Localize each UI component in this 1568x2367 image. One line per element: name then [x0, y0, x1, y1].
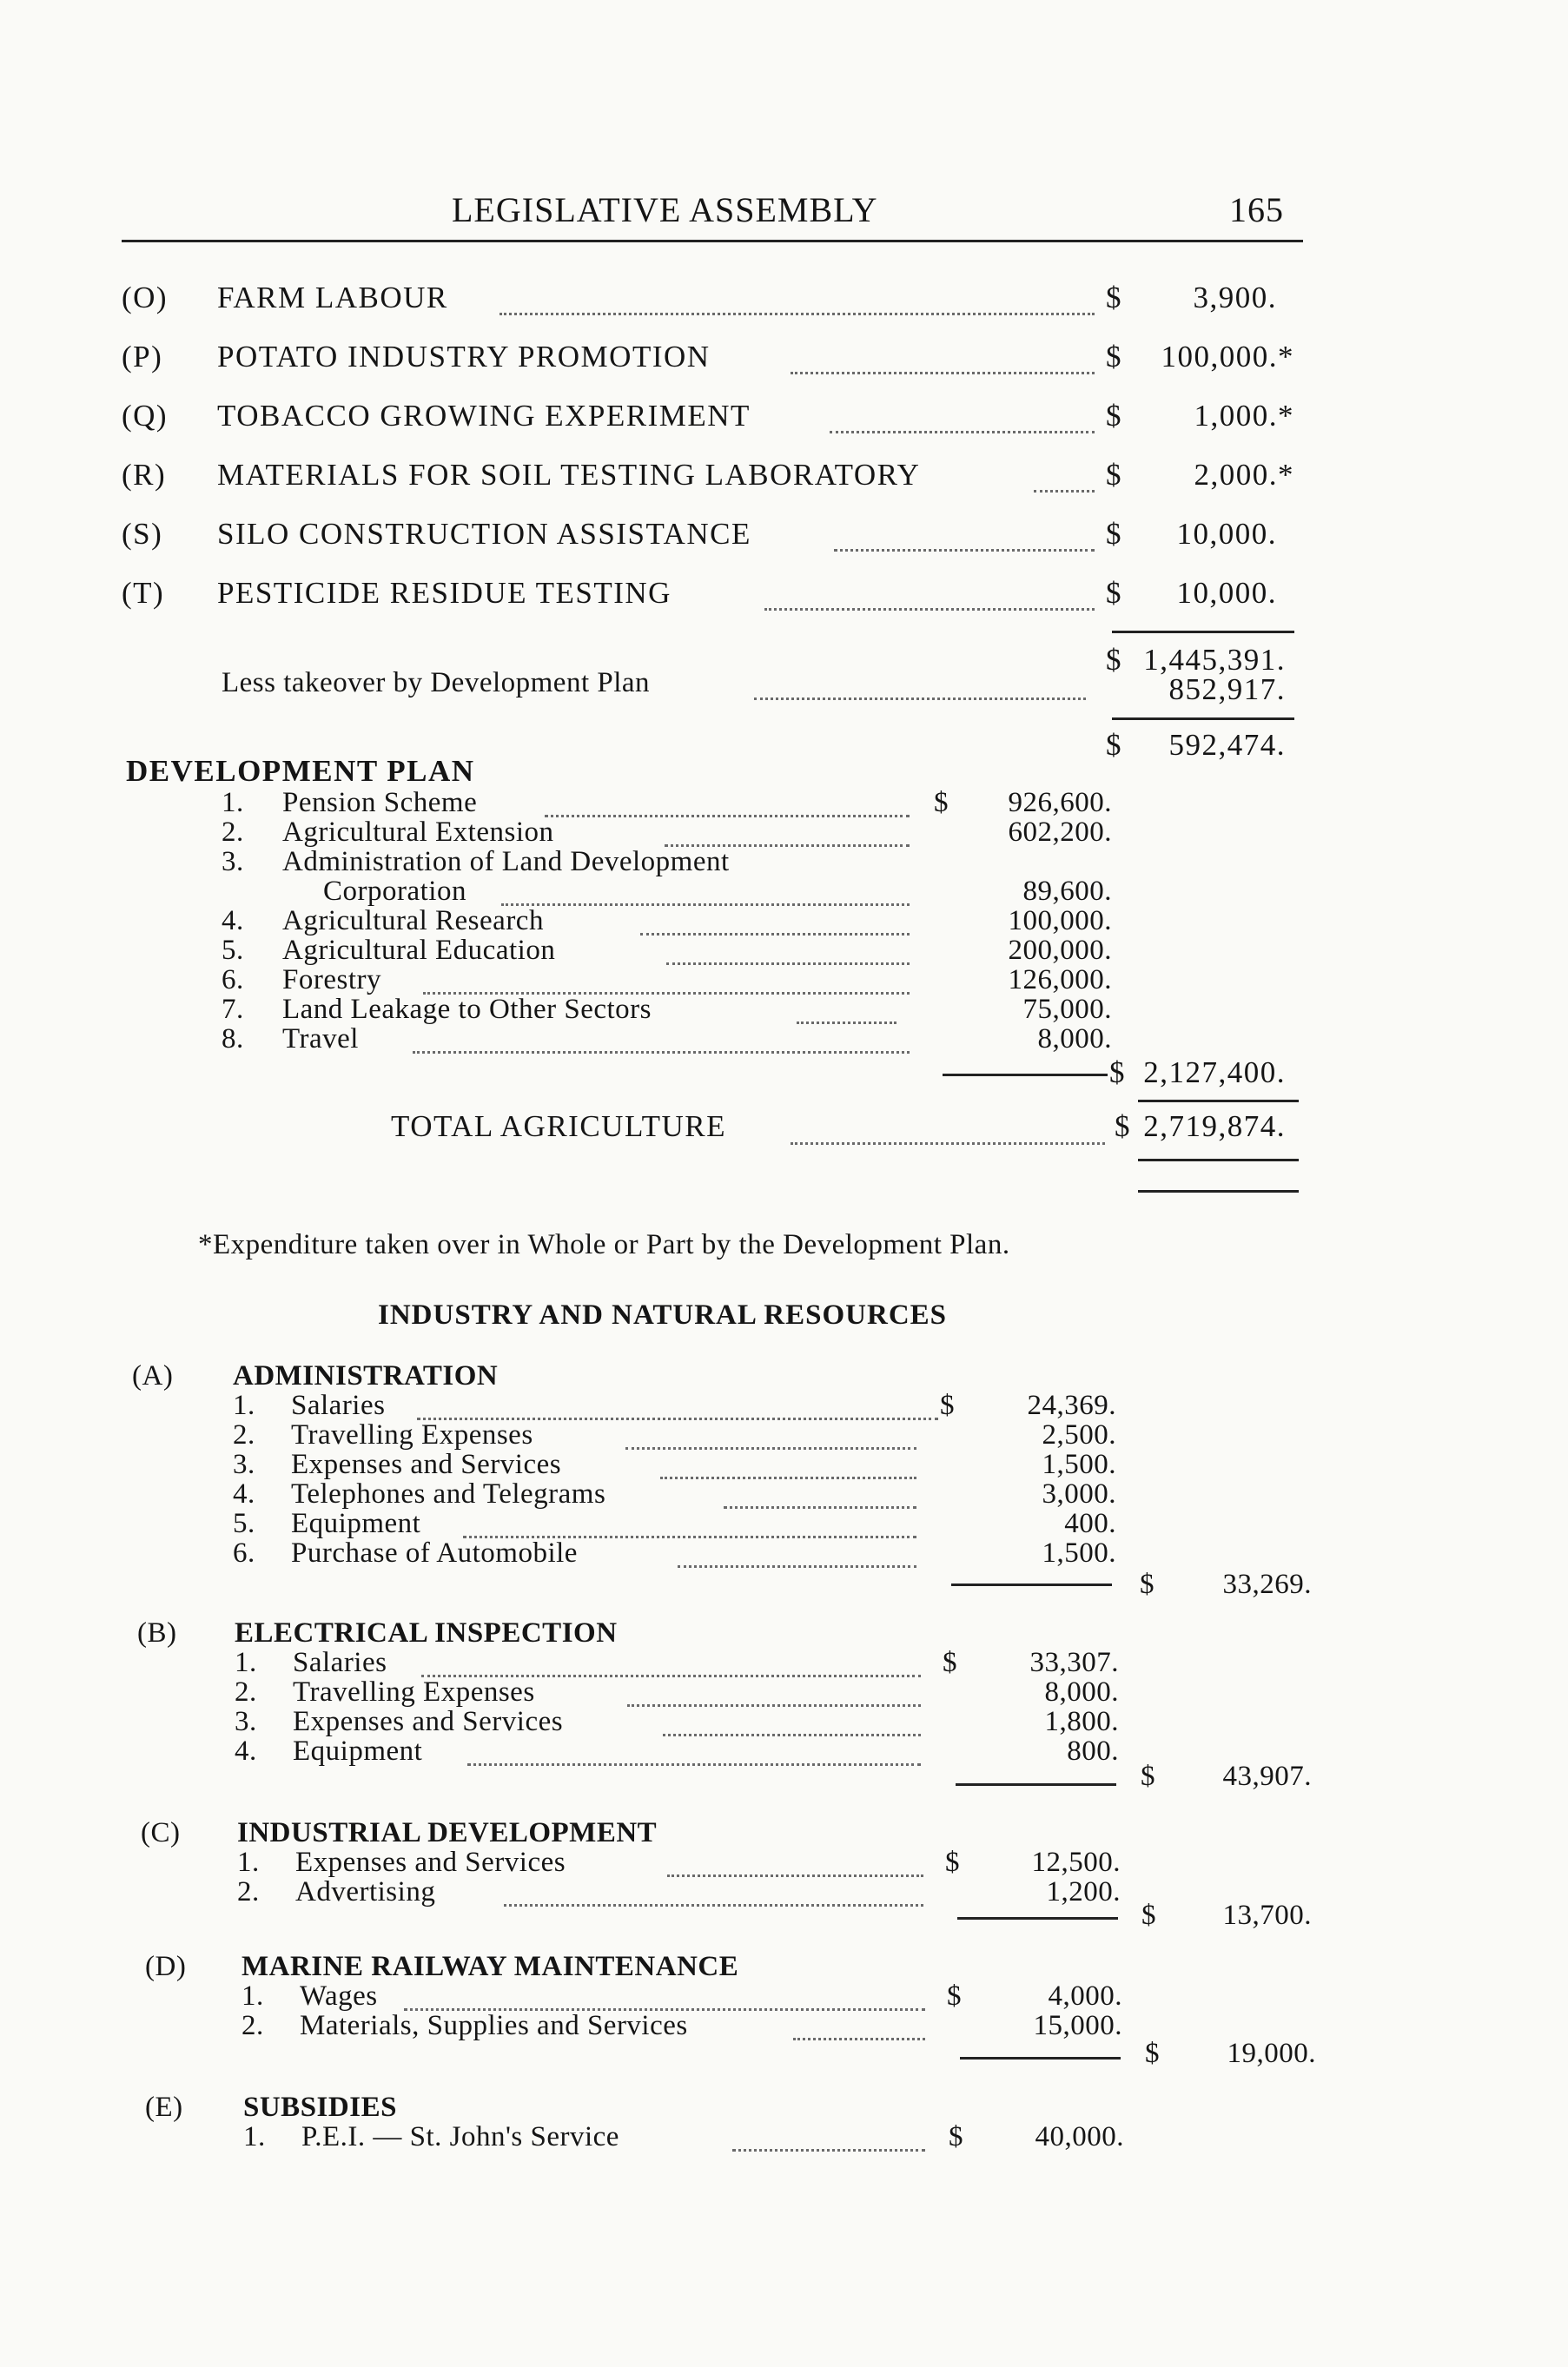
leader-dots [501, 903, 910, 906]
currency-sign: $ [1106, 643, 1122, 677]
leader-dots [663, 1734, 921, 1736]
amount: 2,500. [1042, 1419, 1116, 1451]
item-label: Agricultural Education [282, 935, 556, 966]
currency-sign: $ [1140, 1569, 1154, 1600]
header-rule [122, 240, 1303, 242]
section-letter: (A) [132, 1360, 174, 1392]
amount: 10,000. [1176, 576, 1277, 610]
item-label: Purchase of Automobile [291, 1537, 578, 1569]
leader-dots [732, 2149, 925, 2152]
amount: 100,000. [1008, 905, 1112, 936]
item-label: Equipment [291, 1508, 421, 1539]
item-label: Pension Scheme [282, 787, 478, 818]
double-rule-bottom [1138, 1190, 1299, 1193]
amount: 89,600. [1022, 876, 1112, 907]
leader-dots [791, 1142, 1105, 1145]
currency-sign: $ [1106, 728, 1122, 762]
item-number: 5. [233, 1508, 255, 1539]
item-number: 6. [222, 964, 244, 995]
section-title: MARINE RAILWAY MAINTENANCE [241, 1951, 739, 1982]
amount: 8,000. [1044, 1676, 1119, 1708]
currency-sign: $ [1109, 1055, 1126, 1089]
item-number: 3. [222, 846, 244, 877]
currency-sign: $ [934, 787, 949, 818]
item-number: 4. [233, 1478, 255, 1510]
item-letter: (O) [122, 281, 169, 314]
item-label: Expenses and Services [291, 1449, 562, 1480]
item-label: Travelling Expenses [293, 1676, 535, 1708]
leader-dots [545, 815, 910, 817]
item-number: 1. [241, 1980, 264, 2012]
item-label: Materials, Supplies and Services [300, 2010, 688, 2041]
amount: 3,900. [1193, 281, 1277, 314]
item-label: Salaries [293, 1647, 387, 1678]
currency-sign: $ [1106, 458, 1122, 492]
leader-dots [830, 431, 1095, 433]
item-number: 1. [222, 787, 244, 818]
section-letter: (D) [145, 1951, 187, 1982]
amount: 1,800. [1044, 1706, 1119, 1737]
item-label: Agricultural Research [282, 905, 544, 936]
currency-sign: $ [1145, 2038, 1160, 2069]
amount: 33,307. [1029, 1647, 1119, 1678]
amount: 1,500. [1042, 1537, 1116, 1569]
section-total-rule [956, 1783, 1116, 1786]
item-number: 3. [233, 1449, 255, 1480]
amount: 24,369. [1027, 1390, 1116, 1421]
item-label: FARM LABOUR [217, 281, 448, 314]
amount: 2,000.* [1194, 458, 1294, 492]
amount: 100,000.* [1161, 340, 1294, 374]
currency-sign: $ [1106, 517, 1122, 551]
item-number: 2. [233, 1419, 255, 1451]
currency-sign: $ [949, 2121, 963, 2152]
page-number: 165 [1229, 190, 1284, 229]
amount: 8,000. [1037, 1023, 1112, 1055]
double-rule-top [1138, 1159, 1299, 1161]
item-number: 6. [233, 1537, 255, 1569]
industry-heading: INDUSTRY AND NATURAL RESOURCES [378, 1299, 948, 1331]
item-number: 2. [237, 1876, 260, 1907]
leader-dots [834, 549, 1095, 552]
item-label: P.E.I. — St. John's Service [301, 2121, 619, 2152]
leader-dots [504, 1904, 923, 1907]
item-label: Wages [300, 1980, 378, 2012]
currency-sign: $ [1106, 281, 1122, 314]
item-label: Advertising [295, 1876, 436, 1907]
item-label: SILO CONSTRUCTION ASSISTANCE [217, 517, 751, 551]
total-rule [1138, 1100, 1299, 1102]
section-letter: (C) [141, 1817, 181, 1848]
amount: 602,200. [1008, 817, 1112, 848]
item-letter: (S) [122, 517, 163, 551]
section-total: 19,000. [1227, 2038, 1316, 2069]
leader-dots [678, 1565, 916, 1568]
currency-sign: $ [945, 1847, 960, 1878]
item-letter: (Q) [122, 399, 169, 433]
amount: 12,500. [1031, 1847, 1121, 1878]
footnote: *Expenditure taken over in Whole or Part by the Development Plan. [198, 1229, 1010, 1260]
subtotal-rule [1112, 631, 1294, 633]
amount: 1,500. [1042, 1449, 1116, 1480]
currency-sign: $ [947, 1980, 962, 2012]
item-label: Administration of Land Development [282, 846, 730, 877]
amount: 3,000. [1042, 1478, 1116, 1510]
amount: 10,000. [1176, 517, 1277, 551]
item-letter: (P) [122, 340, 163, 374]
amount: 15,000. [1033, 2010, 1122, 2041]
currency-sign: $ [943, 1647, 957, 1678]
section-total: 13,700. [1222, 1900, 1312, 1931]
item-label: Salaries [291, 1390, 386, 1421]
less-amount: 852,917. [1168, 672, 1286, 706]
amount: 40,000. [1035, 2121, 1124, 2152]
section-total: 33,269. [1222, 1569, 1312, 1600]
running-head-title: LEGISLATIVE ASSEMBLY [452, 190, 878, 229]
item-number: 8. [222, 1023, 244, 1055]
item-number: 5. [222, 935, 244, 966]
amount: 926,600. [1008, 787, 1112, 818]
section-total-rule [951, 1584, 1112, 1586]
total-agriculture-label: TOTAL AGRICULTURE [391, 1109, 726, 1143]
item-number: 1. [235, 1647, 257, 1678]
leader-dots [764, 608, 1095, 611]
leader-dots [413, 1051, 910, 1054]
currency-sign: $ [1141, 1900, 1156, 1931]
amount: 200,000. [1008, 935, 1112, 966]
item-number: 4. [222, 905, 244, 936]
item-label: Agricultural Extension [282, 817, 554, 848]
item-label: Expenses and Services [295, 1847, 566, 1878]
leader-dots [1034, 490, 1095, 493]
item-number: 2. [222, 817, 244, 848]
item-label: Forestry [282, 964, 381, 995]
dev-plan-total-rule [943, 1074, 1108, 1076]
leader-dots [667, 1874, 923, 1877]
net-amount: 592,474. [1168, 728, 1286, 762]
currency-sign: $ [940, 1390, 955, 1421]
item-label: Travel [282, 1023, 359, 1055]
item-label: Corporation [323, 876, 466, 907]
item-label: POTATO INDUSTRY PROMOTION [217, 340, 711, 374]
leader-dots [666, 962, 910, 965]
currency-sign: $ [1115, 1109, 1131, 1143]
section-title: INDUSTRIAL DEVELOPMENT [237, 1817, 658, 1848]
item-letter: (T) [122, 576, 165, 610]
item-number: 2. [235, 1676, 257, 1708]
amount: 800. [1067, 1736, 1119, 1767]
item-label: MATERIALS FOR SOIL TESTING LABORATORY [217, 458, 921, 492]
leader-dots [791, 372, 1095, 374]
amount: 126,000. [1008, 964, 1112, 995]
section-title: ELECTRICAL INSPECTION [235, 1617, 618, 1649]
amount: 1,200. [1046, 1876, 1121, 1907]
section-total-rule [960, 2057, 1121, 2060]
item-number: 1. [237, 1847, 260, 1878]
leader-dots [627, 1704, 921, 1707]
amount: 400. [1064, 1508, 1116, 1539]
item-number: 2. [241, 2010, 264, 2041]
amount: 4,000. [1048, 1980, 1122, 2012]
total-agriculture-amount: 2,719,874. [1143, 1109, 1286, 1143]
less-label: Less takeover by Development Plan [222, 667, 651, 698]
item-number: 7. [222, 994, 244, 1025]
currency-sign: $ [1106, 399, 1122, 433]
section-total-rule [957, 1917, 1118, 1920]
item-label: Expenses and Services [293, 1706, 564, 1737]
currency-sign: $ [1106, 576, 1122, 610]
dev-plan-total: 2,127,400. [1143, 1055, 1286, 1089]
leader-dots [724, 1506, 916, 1509]
amount: 1,000.* [1194, 399, 1294, 433]
subtotal-amount: 1,445,391. [1143, 643, 1286, 677]
leader-dots [467, 1763, 921, 1766]
leader-dots [754, 698, 1086, 700]
section-letter: (B) [137, 1617, 177, 1649]
item-label: Telephones and Telegrams [291, 1478, 606, 1510]
item-number: 3. [235, 1706, 257, 1737]
item-label: PESTICIDE RESIDUE TESTING [217, 576, 672, 610]
section-letter: (E) [145, 2092, 183, 2123]
item-number: 1. [243, 2121, 266, 2152]
amount: 75,000. [1022, 994, 1112, 1025]
section-total: 43,907. [1222, 1761, 1312, 1792]
item-label: Land Leakage to Other Sectors [282, 994, 652, 1025]
leader-dots [793, 2038, 925, 2040]
leader-dots [500, 313, 1095, 315]
item-number: 4. [235, 1736, 257, 1767]
item-label: Travelling Expenses [291, 1419, 533, 1451]
item-label: Equipment [293, 1736, 423, 1767]
currency-sign: $ [1106, 340, 1122, 374]
section-title: SUBSIDIES [243, 2092, 397, 2123]
development-plan-heading: DEVELOPMENT PLAN [126, 754, 475, 788]
net-rule [1112, 717, 1294, 720]
item-letter: (R) [122, 458, 167, 492]
currency-sign: $ [1141, 1761, 1155, 1792]
leader-dots [660, 1477, 916, 1479]
section-title: ADMINISTRATION [233, 1360, 499, 1392]
item-label: TOBACCO GROWING EXPERIMENT [217, 399, 751, 433]
item-number: 1. [233, 1390, 255, 1421]
leader-dots [640, 933, 910, 936]
leader-dots [625, 1447, 916, 1450]
leader-dots [797, 1022, 896, 1024]
